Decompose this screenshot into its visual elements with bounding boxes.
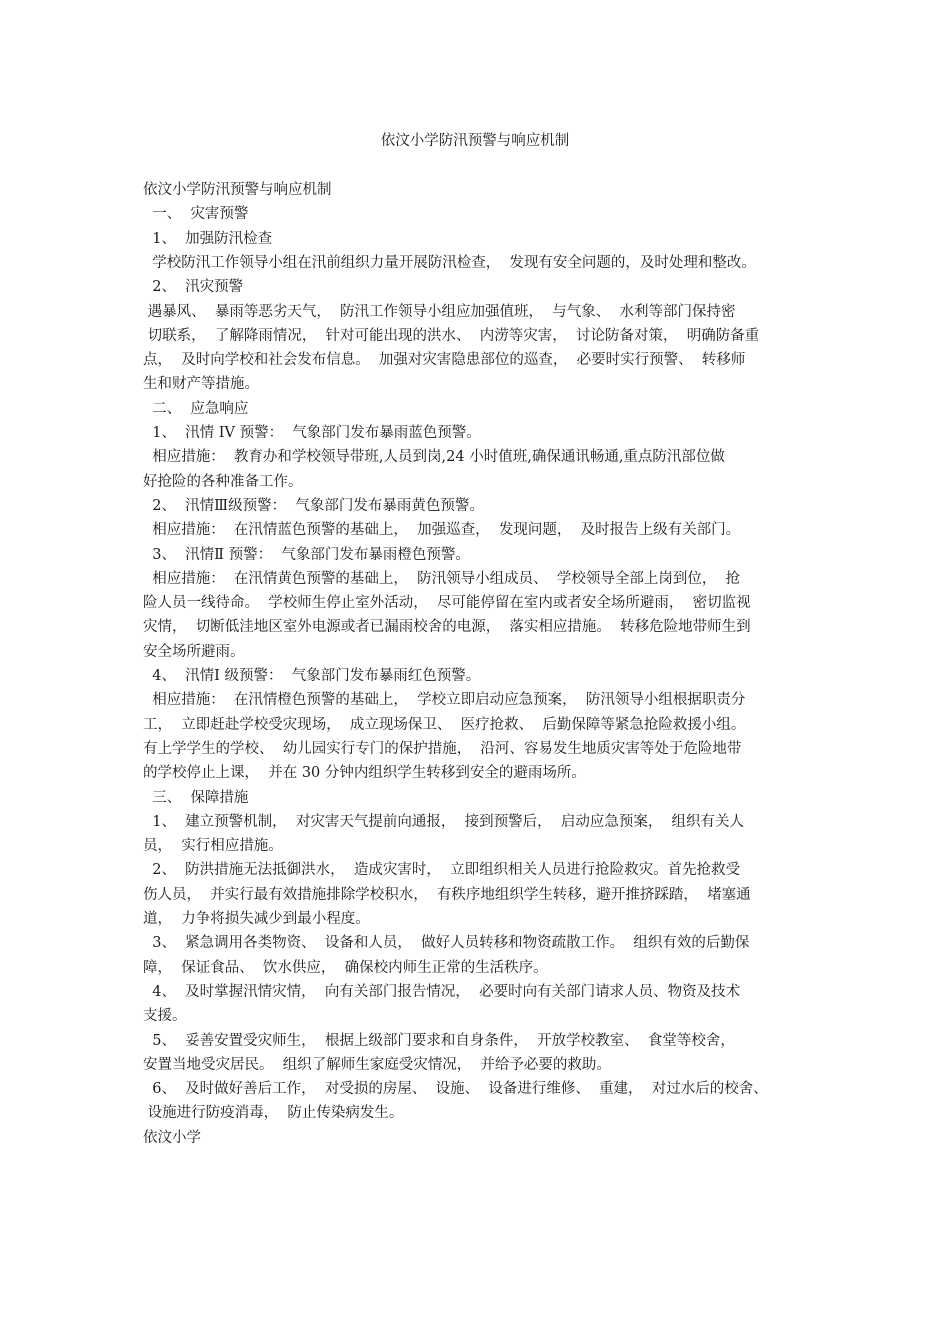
text-line: 3、 汛情Ⅱ 预警： 气象部门发布暴雨橙色预警。	[143, 546, 470, 563]
text-line: 4、 汛情Ⅰ 级预警： 气象部门发布暴雨红色预警。	[143, 668, 481, 684]
text-line: 安全场所避雨。	[143, 643, 245, 660]
text-line: 2、 汛情Ⅲ级预警： 气象部门发布暴雨黄色预警。	[143, 497, 484, 514]
text-line: 依汶小学防汛预警与响应机制	[143, 182, 332, 198]
text-line: 1、 汛情 IV 预警： 气象部门发布暴雨蓝色预警。	[143, 425, 481, 441]
text-line: 障， 保证食品、 饮水供应， 确保校内师生正常的生活秩序。	[143, 959, 548, 976]
text-line: 依汶小学	[143, 1129, 201, 1146]
text-line: 生和财产等措施。	[143, 376, 259, 393]
text-line: 险人员一线待命。 学校师生停止室外活动， 尽可能停留在室内或者安全场所避雨， 密切监视	[143, 595, 751, 612]
text-line: 6、 及时做好善后工作， 对受损的房屋、 设施、 设备进行维修、 重建， 对过水后的校舍、	[143, 1081, 768, 1098]
text-line: 5、 妥善安置受灾师生， 根据上级部门要求和自身条件， 开放学校教室、 食堂等校舍，	[143, 1032, 735, 1049]
text-line: 遇暴风、 暴雨等恶劣天气， 防汛工作领导小组应加强值班， 与气象、 水利等部门保持密	[143, 303, 736, 320]
text-line: 点， 及时向学校和社会发布信息。 加强对灾害隐患部位的巡查， 必要时实行预警、 转移师	[143, 352, 746, 369]
text-line: 3、 紧急调用各类物资、 设备和人员， 做好人员转移和物资疏散工作。 组织有效的后勤保	[143, 935, 750, 952]
text-line: 1、 建立预警机制， 对灾害天气提前向通报， 接到预警后， 启动应急预案， 组织有关人	[143, 813, 745, 830]
text-line: 伤人员， 并实行最有效措施排除学校积水， 有秩序地组织学生转移，避开推挤踩踏， 堵塞通	[143, 886, 751, 903]
text-line: 相应措施： 在汛情蓝色预警的基础上， 加强巡查， 发现问题， 及时报告上级有关部门。	[143, 522, 741, 539]
text-line: 相应措施： 教育办和学校领导带班,人员到岗,24 小时值班,确保通讯畅通,重点防汛部位做	[143, 449, 725, 466]
text-line: 学校防汛工作领导小组在汛前组织力量开展防汛检查， 发现有安全问题的，及时处理和整改。	[143, 254, 756, 271]
text-line: 1、 加强防汛检查	[143, 230, 273, 247]
text-line: 的学校停止上课， 并在 30 分钟内组织学生转移到安全的避雨场所。	[143, 765, 586, 782]
text-line: 设施进行防疫消毒， 防止传染病发生。	[143, 1105, 404, 1122]
text-line: 灾情， 切断低洼地区室外电源或者已漏雨校舍的电源， 落实相应措施。 转移危险地带师生到	[143, 619, 751, 636]
text-line: 工， 立即赶赴学校受灾现场， 成立现场保卫、 医疗抢救、 后勤保障等紧急抢险救援小组。	[143, 716, 746, 733]
text-line: 好抢险的各种准备工作。	[143, 473, 303, 490]
text-line: 切联系， 了解降雨情况， 针对可能出现的洪水、 内涝等灾害， 讨论防备对策， 明确防备重	[143, 327, 760, 344]
text-line: 相应措施： 在汛情黄色预警的基础上， 防汛领导小组成员、 学校领导全部上岗到位， 抢	[143, 570, 741, 587]
text-line: 2、 汛灾预警	[143, 279, 244, 296]
text-line: 道， 力争将损失减少到最小程度。	[143, 911, 370, 927]
text-line: 安置当地受灾居民。 组织了解师生家庭受灾情况， 并给予必要的救助。	[143, 1056, 611, 1073]
text-line: 一、 灾害预警	[143, 206, 249, 223]
text-line: 4、 及时掌握汛情灾情， 向有关部门报告情况， 必要时向有关部门请求人员、物资及技术	[143, 983, 741, 1000]
text-line: 员， 实行相应措施。	[143, 838, 283, 855]
text-line: 三、 保障措施	[143, 789, 249, 806]
page-title: 依汶小学防汛预警与响应机制	[380, 133, 570, 149]
text-line: 相应措施： 在汛情橙色预警的基础上， 学校立即启动应急预案， 防汛领导小组根据职责分	[143, 692, 746, 709]
text-line: 支援。	[143, 1008, 187, 1025]
text-line: 2、 防洪措施无法抵御洪水， 造成灾害时， 立即组织相关人员进行抢险救灾。首先抢救受	[143, 862, 741, 879]
text-line: 二、 应急响应	[143, 400, 249, 417]
text-line: 有上学学生的学校、 幼儿园实行专门的保护措施， 沿河、容易发生地质灾害等处于危险地带	[143, 740, 742, 757]
